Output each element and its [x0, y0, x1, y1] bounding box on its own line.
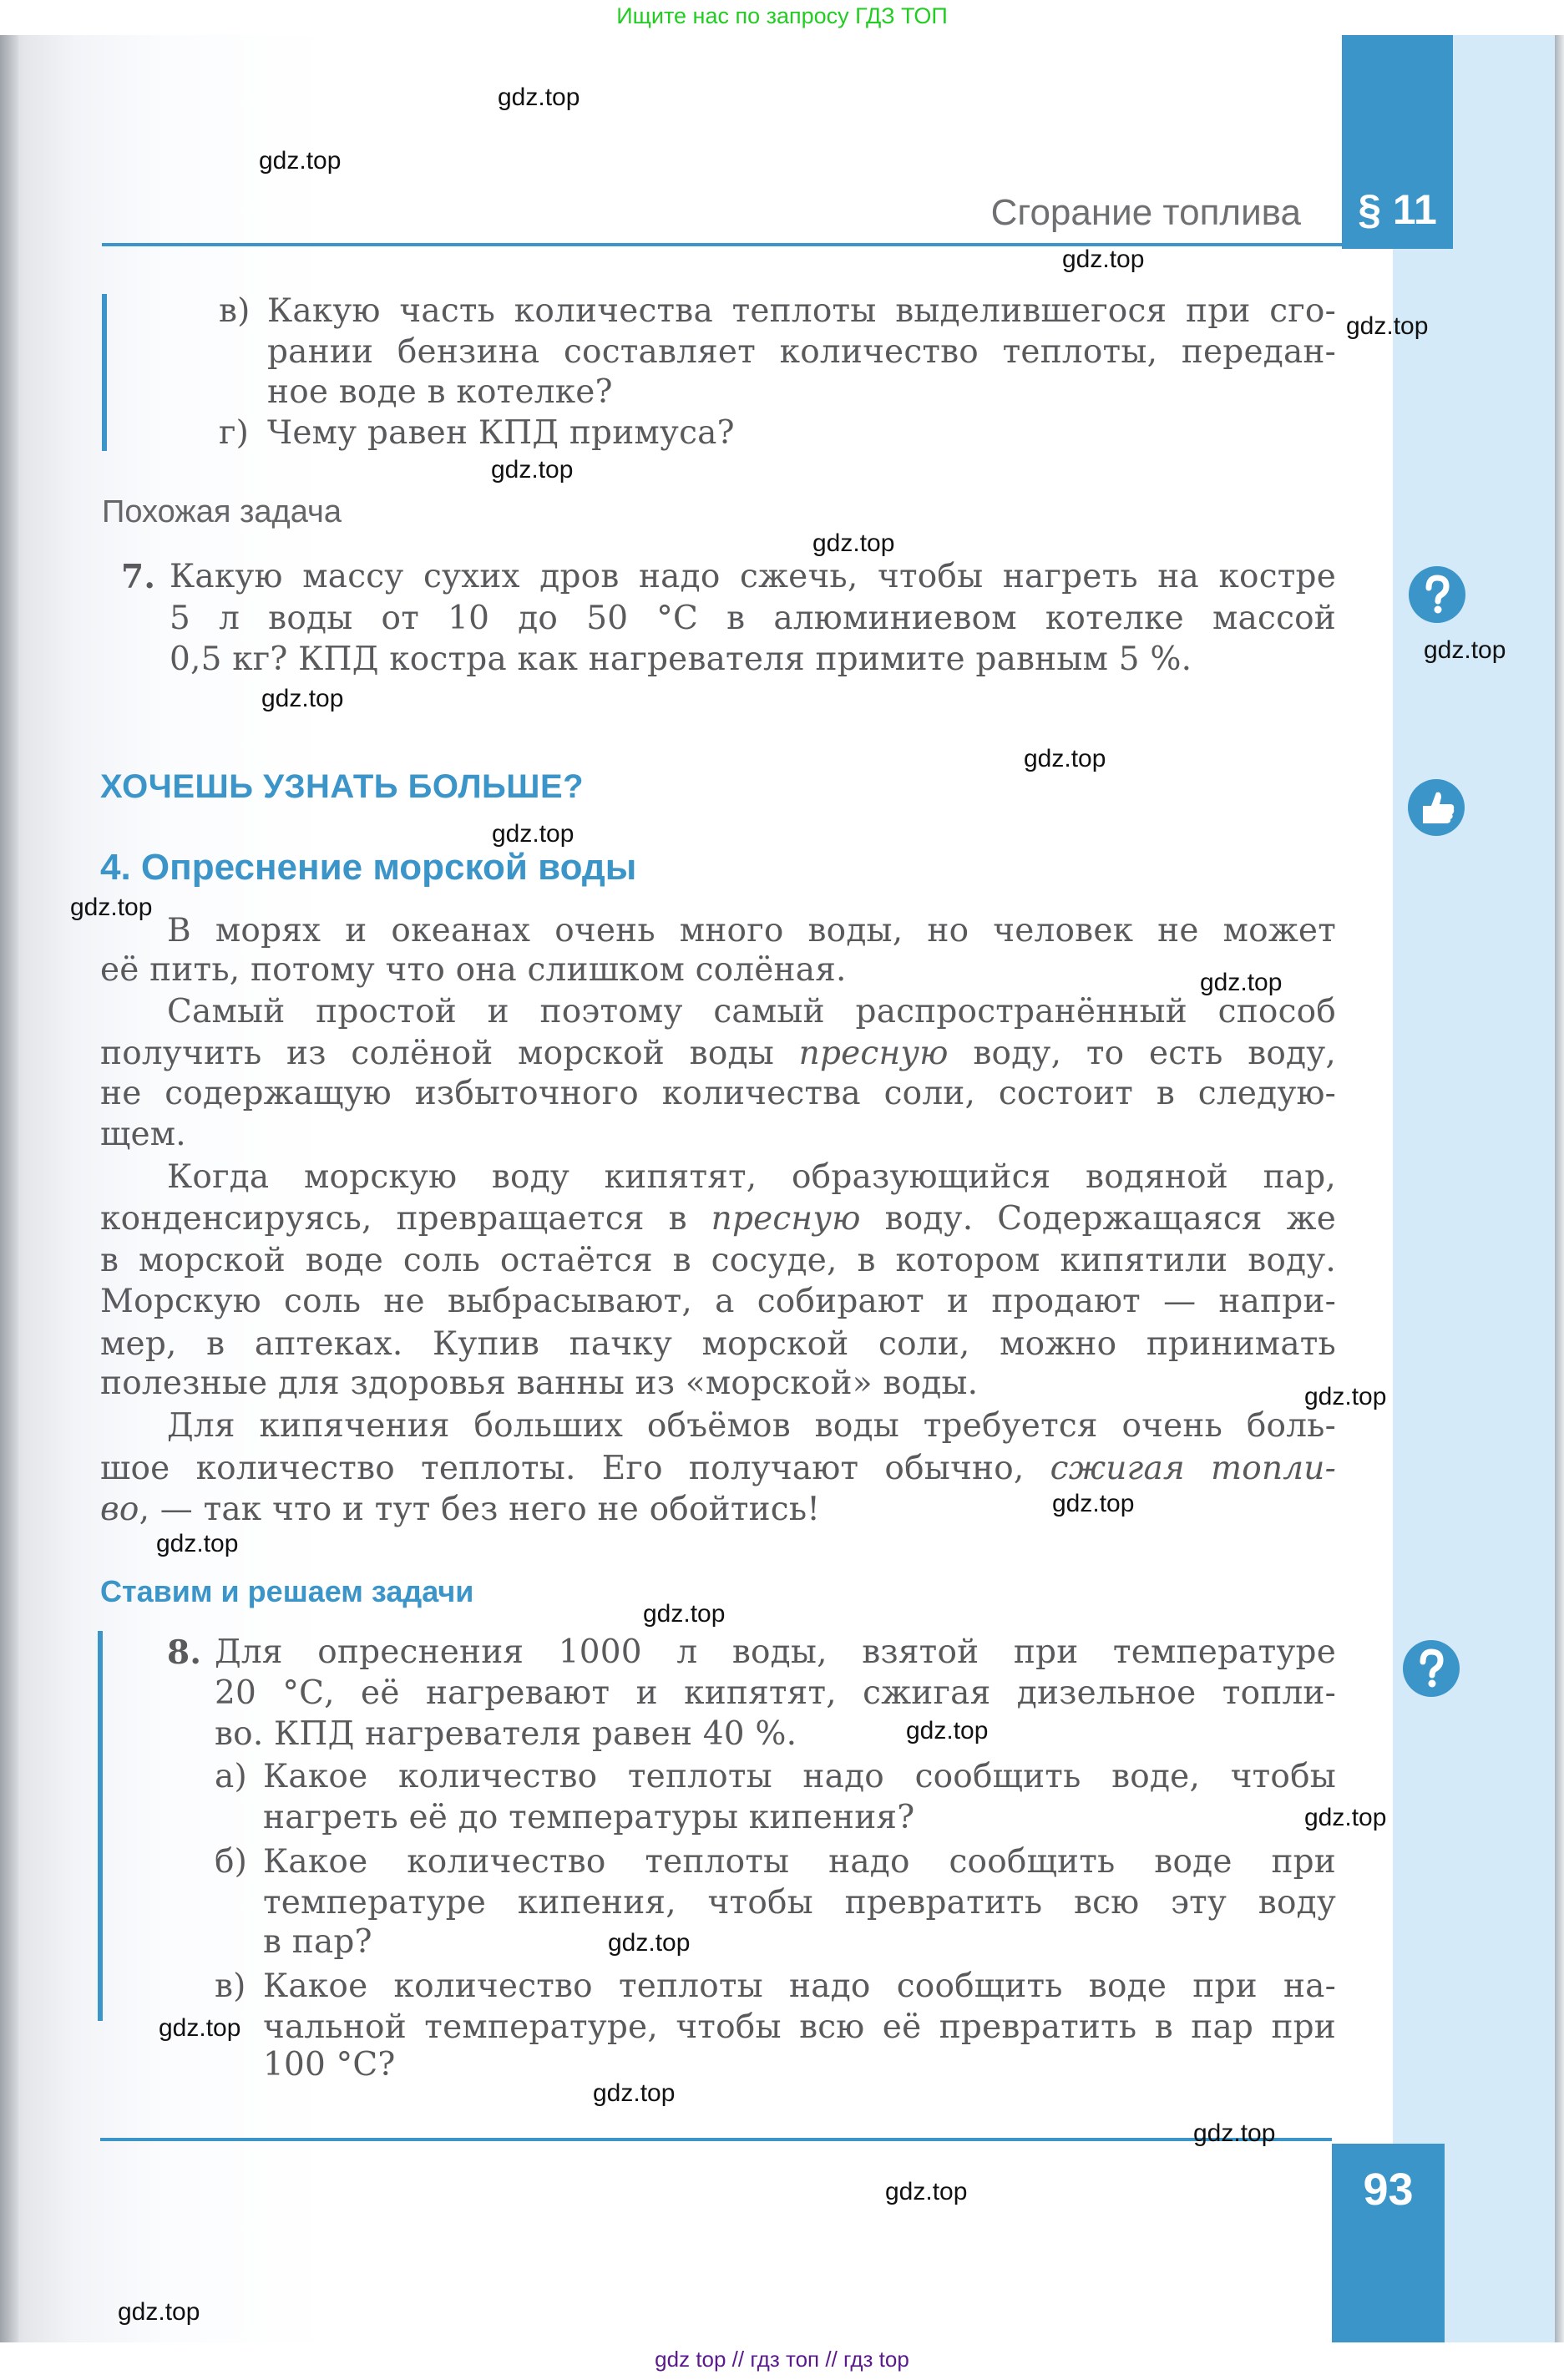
- p3-line6: полезные для здоровья ванны из «морской» воды.: [100, 1365, 979, 1402]
- task8-a-line1: Какое количество теплоты надо сообщить воде, чтобы: [263, 1758, 1336, 1795]
- watermark: gdz.top: [1062, 246, 1145, 273]
- watermark: gdz.top: [259, 147, 342, 175]
- side-margin-panel: [1393, 35, 1555, 2342]
- top-banner: [0, 0, 1564, 35]
- section-number: § 11: [1358, 186, 1437, 233]
- question-icon: [1403, 1640, 1460, 1697]
- task7-line2: 5 л воды от 10 до 50 °С в алюминиевом котелке массой: [170, 600, 1336, 637]
- task8-line1: Для опреснения 1000 л воды, взятой при температуре: [215, 1633, 1336, 1671]
- thumbs-up-icon: [1408, 779, 1465, 836]
- task8-b-marker: б): [215, 1843, 248, 1881]
- task6-v-marker: в): [219, 292, 251, 330]
- task8-v-line3: 100 °С?: [263, 2046, 396, 2084]
- watermark: gdz.top: [906, 1717, 989, 1744]
- page-number-badge: [1332, 2144, 1445, 2342]
- similar-task-label: Похожая задача: [102, 494, 342, 529]
- watermark: gdz.top: [156, 1530, 239, 1557]
- watermark: gdz.top: [492, 820, 574, 848]
- task-bar: [102, 294, 107, 451]
- watermark: gdz.top: [1052, 1490, 1135, 1517]
- question-icon: [1409, 566, 1465, 623]
- watermark: gdz.top: [1346, 312, 1429, 340]
- p3-line3: в морской воде соль остаётся в сосуде, в котором кипятили воду.: [100, 1242, 1336, 1279]
- p1-line2: её пить, потому что она слишком солёная.: [100, 951, 847, 989]
- task6-g-line1: Чему равен КПД примуса?: [267, 414, 735, 452]
- more-subheading: 4. Опреснение морской воды: [100, 847, 637, 888]
- watermark: gdz.top: [118, 2298, 200, 2326]
- italic-term: сжигая топли-: [1050, 1450, 1336, 1487]
- p2-line3: не содержащую избыточного количества соли, состоит в следую-: [100, 1075, 1336, 1112]
- task8-v-marker: в): [215, 1967, 246, 2005]
- page-title: Сгорание топлива: [990, 192, 1301, 233]
- watermark: gdz.top: [1304, 1804, 1387, 1831]
- footer-divider: [100, 2138, 1332, 2141]
- task8-v-line1: Какое количество теплоты надо сообщить воде при на-: [263, 1967, 1336, 2005]
- italic-term: пресную: [711, 1200, 861, 1238]
- watermark: gdz.top: [1304, 1383, 1387, 1410]
- p3-line1: Когда морскую воду кипятят, образующийся водяной пар,: [167, 1158, 1336, 1196]
- p2-line4: щем.: [100, 1116, 186, 1153]
- italic-term: пресную: [798, 1035, 949, 1072]
- watermark: gdz.top: [498, 84, 580, 111]
- watermark: gdz.top: [608, 1929, 691, 1957]
- header-divider: [102, 243, 1342, 246]
- p3-line2: конденсируясь, превращается в пресную воду. Содержащаяся же: [100, 1200, 1336, 1238]
- p2-line2: получить из солёной морской воды пресную воду, то есть воду,: [100, 1035, 1336, 1072]
- task7-line1: Какую массу сухих дров надо сжечь, чтобы нагреть на костре: [170, 558, 1336, 595]
- textbook-page: [0, 35, 1564, 2342]
- page-number: 93: [1363, 2165, 1414, 2215]
- task7-line3: 0,5 кг? КПД костра как нагревателя примите равным 5 %.: [170, 641, 1192, 678]
- banner-text: Ищите нас по запросу ГДЗ ТОП: [616, 3, 948, 28]
- watermark: gdz.top: [1200, 969, 1283, 996]
- p3-line5: мер, в аптеках. Купив пачку морской соли, можно принимать: [100, 1325, 1336, 1363]
- task8-line3: во. КПД нагревателя равен 40 %.: [215, 1715, 797, 1753]
- task6-g-marker: г): [219, 414, 250, 452]
- task8-number: 8.: [167, 1633, 202, 1672]
- task8-a-line2: нагреть её до температуры кипения?: [263, 1799, 915, 1836]
- task7-number: 7.: [121, 558, 156, 596]
- margin-strip: [1342, 249, 1393, 2144]
- p4-line3: во, — так что и тут без него не обойтись!: [100, 1491, 821, 1528]
- watermark: gdz.top: [812, 529, 895, 557]
- watermark: gdz.top: [70, 894, 153, 921]
- task8-a-marker: а): [215, 1758, 247, 1795]
- task-bar: [98, 1631, 103, 2021]
- more-heading: ХОЧЕШЬ УЗНАТЬ БОЛЬШЕ?: [100, 768, 585, 805]
- p3-line4: Морскую соль не выбрасывают, а собирают и продают — напри-: [100, 1283, 1336, 1320]
- task6-v-line3: ное воде в котелке?: [267, 373, 613, 411]
- p2-line1: Самый простой и поэтому самый распространённый способ: [167, 993, 1336, 1030]
- task8-b-line3: в пар?: [263, 1923, 372, 1961]
- watermark: gdz.top: [491, 456, 574, 484]
- watermark: gdz.top: [1193, 2119, 1276, 2147]
- task6-v-line2: рании бензина составляет количество теплоты, передан-: [267, 333, 1336, 371]
- watermark: gdz.top: [159, 2014, 241, 2042]
- watermark: gdz.top: [593, 2079, 676, 2107]
- task6-v-line1: Какую часть количества теплоты выделившегося при сго-: [267, 292, 1336, 330]
- footer-text: gdz top // гдз топ // гдз top: [655, 2347, 909, 2372]
- task8-b-line1: Какое количество теплоты надо сообщить воде при: [263, 1843, 1336, 1881]
- task8-line2: 20 °С, её нагревают и кипятят, сжигая дизельное топли-: [215, 1674, 1336, 1712]
- watermark: gdz.top: [1424, 636, 1506, 664]
- watermark: gdz.top: [643, 1600, 726, 1628]
- page-edge: [1555, 35, 1564, 2342]
- task8-v-line2: чальной температуре, чтобы всю её превратить в пар при: [263, 2008, 1336, 2046]
- book-spine: [0, 35, 18, 2342]
- watermark: gdz.top: [261, 685, 344, 712]
- task8-b-line2: температуре кипения, чтобы превратить всю эту воду: [263, 1884, 1336, 1922]
- p1-line1: В морях и океанах очень много воды, но человек не может: [167, 912, 1336, 949]
- p4-line2: шое количество теплоты. Его получают обычно, сжигая топли-: [100, 1450, 1336, 1487]
- p4-line1: Для кипячения больших объёмов воды требуется очень боль-: [167, 1407, 1336, 1445]
- watermark: gdz.top: [1024, 745, 1106, 772]
- section-badge: [1342, 35, 1453, 249]
- watermark: gdz.top: [885, 2178, 968, 2205]
- tasks-heading: Ставим и решаем задачи: [100, 1574, 474, 1608]
